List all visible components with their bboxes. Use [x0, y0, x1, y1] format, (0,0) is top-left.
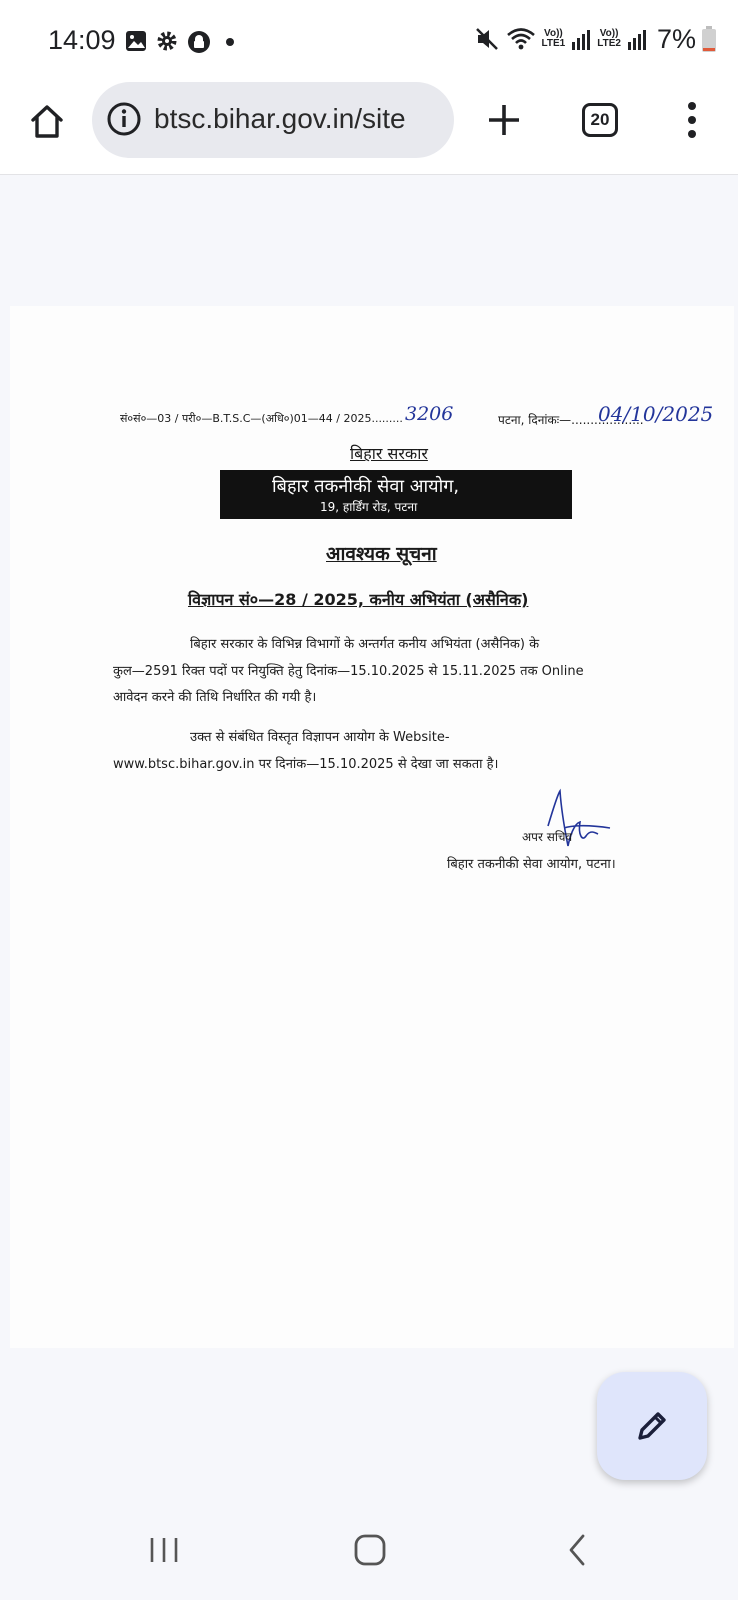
vpn-icon [187, 30, 211, 54]
recent-apps-icon [146, 1534, 182, 1566]
mute-icon [474, 26, 500, 52]
paragraph2-line1: उक्त से संबंधित विस्तृत विज्ञापन आयोग के Website- [190, 730, 450, 745]
handwritten-date: 04/10/2025 [598, 402, 714, 426]
edit-fab-button[interactable] [597, 1372, 707, 1480]
reference-number: 3206 [405, 403, 454, 425]
paragraph1-line3: आवेदन करने की तिथि निर्धारित की गयी है। [113, 690, 317, 705]
gallery-icon [125, 30, 147, 52]
paragraph1-line2: कुल—2591 रिक्त पदों पर नियुक्ति हेतु दिनांक—15.10.2025 से 15.11.2025 तक Online [113, 664, 584, 679]
address-bar[interactable] [92, 82, 454, 158]
settings-icon [156, 30, 178, 52]
recent-apps-button[interactable] [142, 1530, 186, 1570]
paragraph1-line1: बिहार सरकार के विभिन्न विभागों के अन्तर्गत कनीय अभियंता (असैनिक) के [190, 637, 540, 652]
place-date-label: पटना, दिनांकः—................... [498, 413, 644, 427]
battery-percent: 7% [656, 23, 696, 54]
signatory-title: अपर सचिव [522, 830, 573, 844]
clock: 14:09 [48, 25, 116, 55]
paragraph2-line2: www.btsc.bihar.gov.in पर दिनांक—15.10.2025 से देखा जा सकता है। [113, 757, 499, 772]
status-right [474, 22, 716, 56]
battery-icon [702, 26, 716, 52]
plus-icon[interactable] [482, 98, 526, 142]
back-button[interactable] [556, 1530, 600, 1570]
tab-switcher-button[interactable]: 20 [582, 103, 618, 137]
advertisement-title: विज्ञापन सं०—28 / 2025, कनीय अभियंता (असैनिक) [188, 590, 529, 609]
wifi-icon [506, 26, 536, 52]
signatory-org: बिहार तकनीकी सेवा आयोग, पटना। [447, 857, 616, 872]
dot-icon [225, 37, 235, 47]
notice-title: आवश्यक सूचना [326, 543, 437, 565]
notice-document [10, 306, 734, 1348]
commission-name: बिहार तकनीकी सेवा आयोग, [272, 476, 460, 497]
url-text[interactable]: btsc.bihar.gov.in/site [154, 103, 406, 134]
commission-address: 19, हार्डिंग रोड, पटना [320, 500, 418, 514]
reference-line: सं०सं०—03 / परी०—B.T.S.C—(अधि०)01—44 / 2025......... [120, 412, 403, 425]
home-nav-button[interactable] [348, 1530, 392, 1570]
menu-icon[interactable] [680, 100, 704, 140]
government-heading: बिहार सरकार [350, 444, 428, 463]
browser-toolbar [0, 80, 738, 175]
sim2-label: Vo)) LTE2 [597, 28, 621, 49]
sim1-label: Vo)) LTE1 [541, 28, 566, 49]
edit-pencil-icon [632, 1406, 672, 1446]
home-nav-icon [352, 1532, 388, 1568]
system-nav-bar [0, 1500, 738, 1600]
home-button[interactable] [24, 99, 70, 145]
back-icon [563, 1532, 593, 1568]
page-content[interactable] [0, 176, 738, 1348]
signal-icon-2 [627, 28, 647, 50]
status-bar [0, 0, 738, 80]
info-icon[interactable] [106, 101, 142, 137]
signal-icon [571, 28, 591, 50]
home-icon [28, 103, 66, 141]
